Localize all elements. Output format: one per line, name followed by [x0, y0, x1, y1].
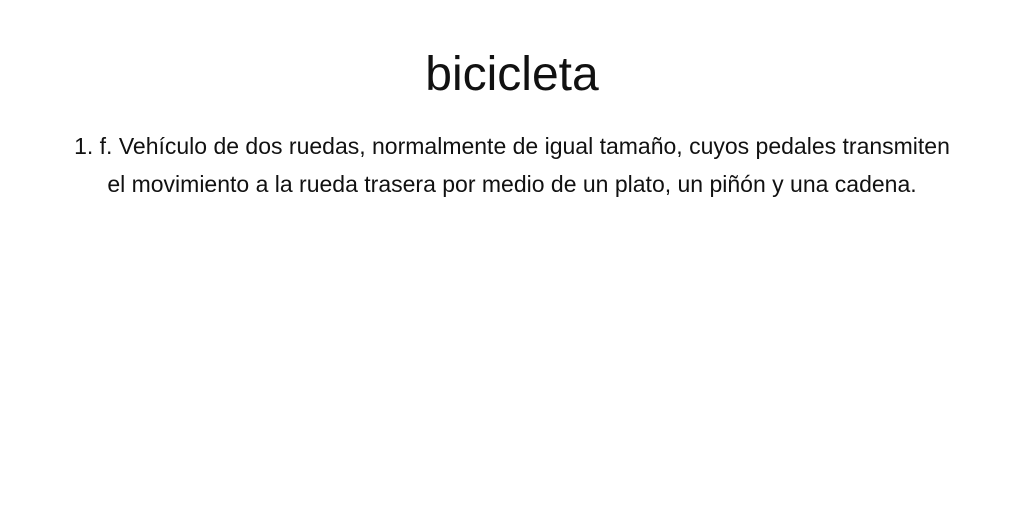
- entry-word: bicicleta: [425, 48, 599, 101]
- entry-definition: 1. f. Vehículo de dos ruedas, normalmente de igual tamaño, cuyos pedales transmiten el movimiento a la rueda trasera por medio de un plato, un piñón y una cadena.: [74, 133, 950, 197]
